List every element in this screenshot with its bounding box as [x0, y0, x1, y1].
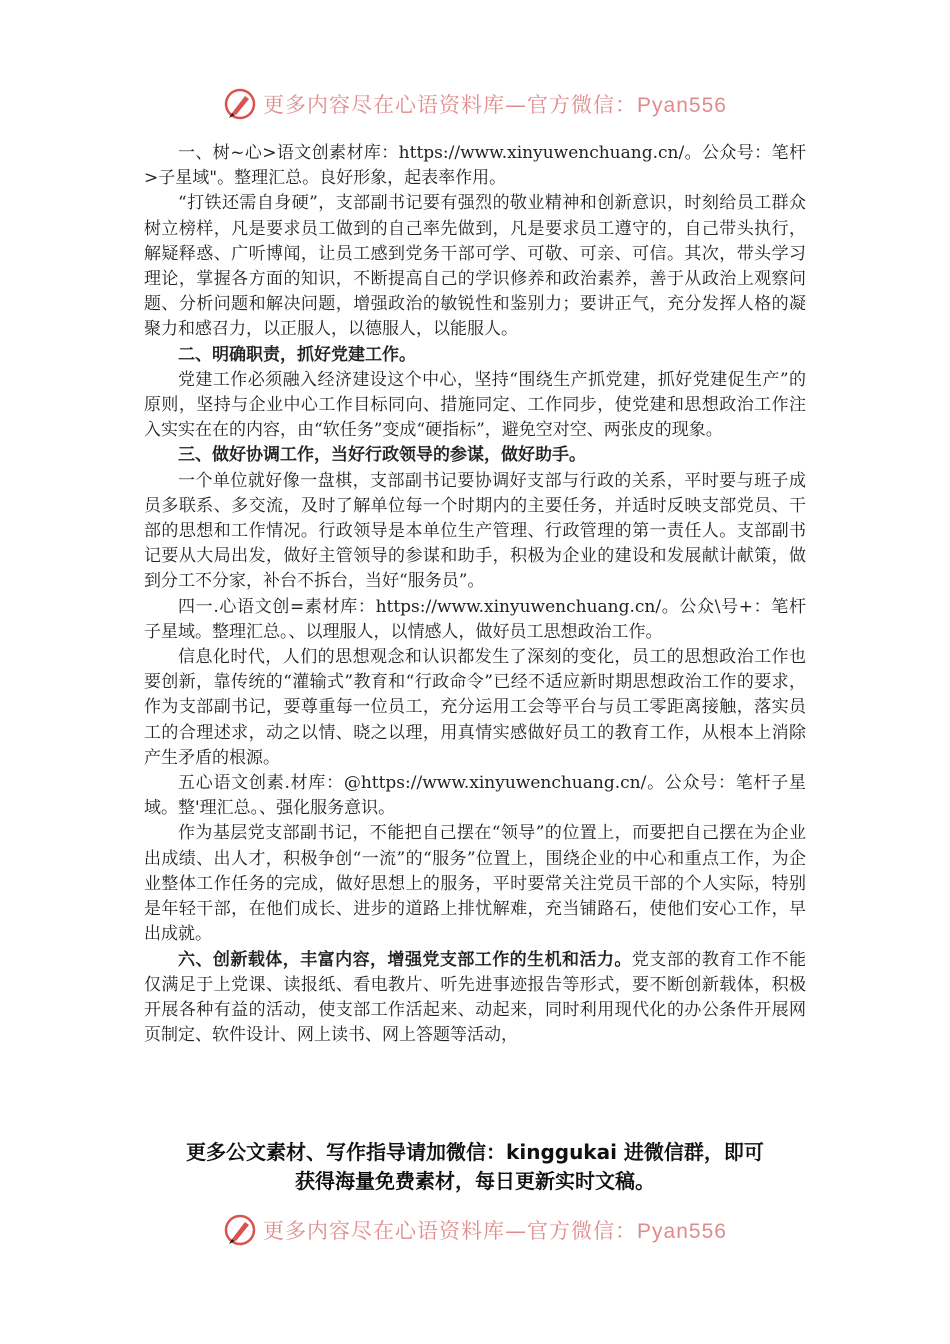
paragraph-9-text: 党支部的教育工作不能仅满足于上党课、读报纸、看电教片、听先进事迹报告等形式，要不断创新载体，积极开展各种有益的活动，使支部工作活起来、动起来，同时利用现代化的办公条件开展网页制定、软件设计、网上读书、网上答题等活动， [144, 949, 807, 1046]
heading-3: 三、做好协调工作，当好行政领导的参谋，做好助手。 [178, 445, 586, 466]
banner-text [263, 89, 727, 119]
footer-note-line-1: 更多公文素材、写作指导请加微信：kinggukai 进微信群，即可 [186, 1140, 764, 1164]
banner-label: 更多内容尽在心语资料库—官方微信： [263, 1219, 638, 1243]
paragraph-2: “打铁还需自身硬”，支部副书记要有强烈的敬业精神和创新意识，时刻给员工群众树立榜样，凡是要求员工做到的自己率先做到，凡是要求员工遵守的，自己带头执行，解疑释惑、广听博闻，让员工感到党务干部可学、可敬、可亲、可信。其次，带头学习理论，掌握各方面的知识，不断提高自己的学识修养和政治素养，善于从政治上观察问题、分析问题和解决问题，增强政治的敏锐性和鉴别力；要讲正气，充分发挥人格的凝聚力和感召力，以正服人，以德服人，以能服人。 [144, 193, 806, 340]
paragraph-4: 一个单位就好像一盘棋，支部副书记要协调好支部与行政的关系，平时要与班子成员多联系、多交流，及时了解单位每一个时期内的主要任务，并适时反映支部党员、干部的思想和工作情况。行政领导是本单位生产管理、行政管理的第一责任人。支部副书记要从大局出发，做好主管领导的参谋和助手，积极为企业的建设和发展献计献策，做到分工不分家，补台不拆台，当好“服务员”。 [144, 470, 806, 592]
banner-wechat-id: Pyan556 [637, 94, 727, 117]
paragraph-9 [144, 948, 806, 1049]
banner-label: 更多内容尽在心语资料库—官方微信： [263, 93, 638, 117]
banner-wechat-id: Pyan556 [637, 1220, 727, 1243]
pen-logo-icon [223, 1213, 257, 1247]
heading-6: 六、创新载体，丰富内容，增强党支部工作的生机和活力。 [178, 949, 632, 970]
paragraph-3: 党建工作必须融入经济建设这个中心，坚持“围绕生产抓党建，抓好党建促生产”的原则，坚持与企业中心工作目标同向、措施同定、工作同步，使党建和思想政治工作注入实实在在的内容，由“软任务”变成“硬指标”，避免空对空、两张皮的现象。 [144, 369, 806, 441]
banner-text [263, 1215, 727, 1245]
footer-note [100, 1138, 850, 1196]
pen-logo-icon [223, 87, 257, 121]
paragraph-6: 信息化时代，人们的思想观念和认识都发生了深刻的变化，员工的思想政治工作也要创新，靠传统的“灌输式”教育和“行政命令”已经不适应新时期思想政治工作的要求，作为支部副书记，要尊重每一位员工，充分运用工会等平台与员工零距离接触，落实员工的合理述求，动之以情、晓之以理，用真情实感做好员工的教育工作，从根本上消除产生矛盾的根源。 [144, 647, 806, 768]
paragraph-8: 作为基层党支部副书记，不能把自己摆在“领导”的位置上，而要把自己摆在为企业出成绩、出人才，积极争创“一流”的“服务”位置上，围绕企业的中心和重点工作，为企业整体工作任务的完成，做好思想上的服务，平时要常关注党员干部的个人实际，特别是年轻干部，在他们成长、进步的道路上排忧解难，充当铺路石，使他们安心工作，早出成就。 [144, 823, 806, 945]
paragraph-5: 四一.心语文创=素材库：https://www.xinyuwenchuang.cn/。公众\号+：笔杆子星域。整理汇总。、以理服人，以情感人，做好员工思想政治工作。 [144, 596, 806, 642]
heading-2: 二、明确职责，抓好党建工作。 [178, 344, 416, 365]
header-banner [0, 84, 950, 124]
document-body [144, 141, 806, 1048]
paragraph-7: 五心语文创素.材库：@https://www.xinyuwenchuang.cn/。公众号：笔杆子星域。整'理汇总。、强化服务意识。 [144, 773, 806, 819]
footer-banner [0, 1210, 950, 1250]
paragraph-1: 一、树~心>语文创素材库：https://www.xinyuwenchuang.cn/。公众号：笔杆>子星域"。整理汇总。良好形象，起表率作用。 [144, 143, 806, 189]
footer-note-line-2: 获得海量免费素材，每日更新实时文稿。 [295, 1169, 655, 1193]
